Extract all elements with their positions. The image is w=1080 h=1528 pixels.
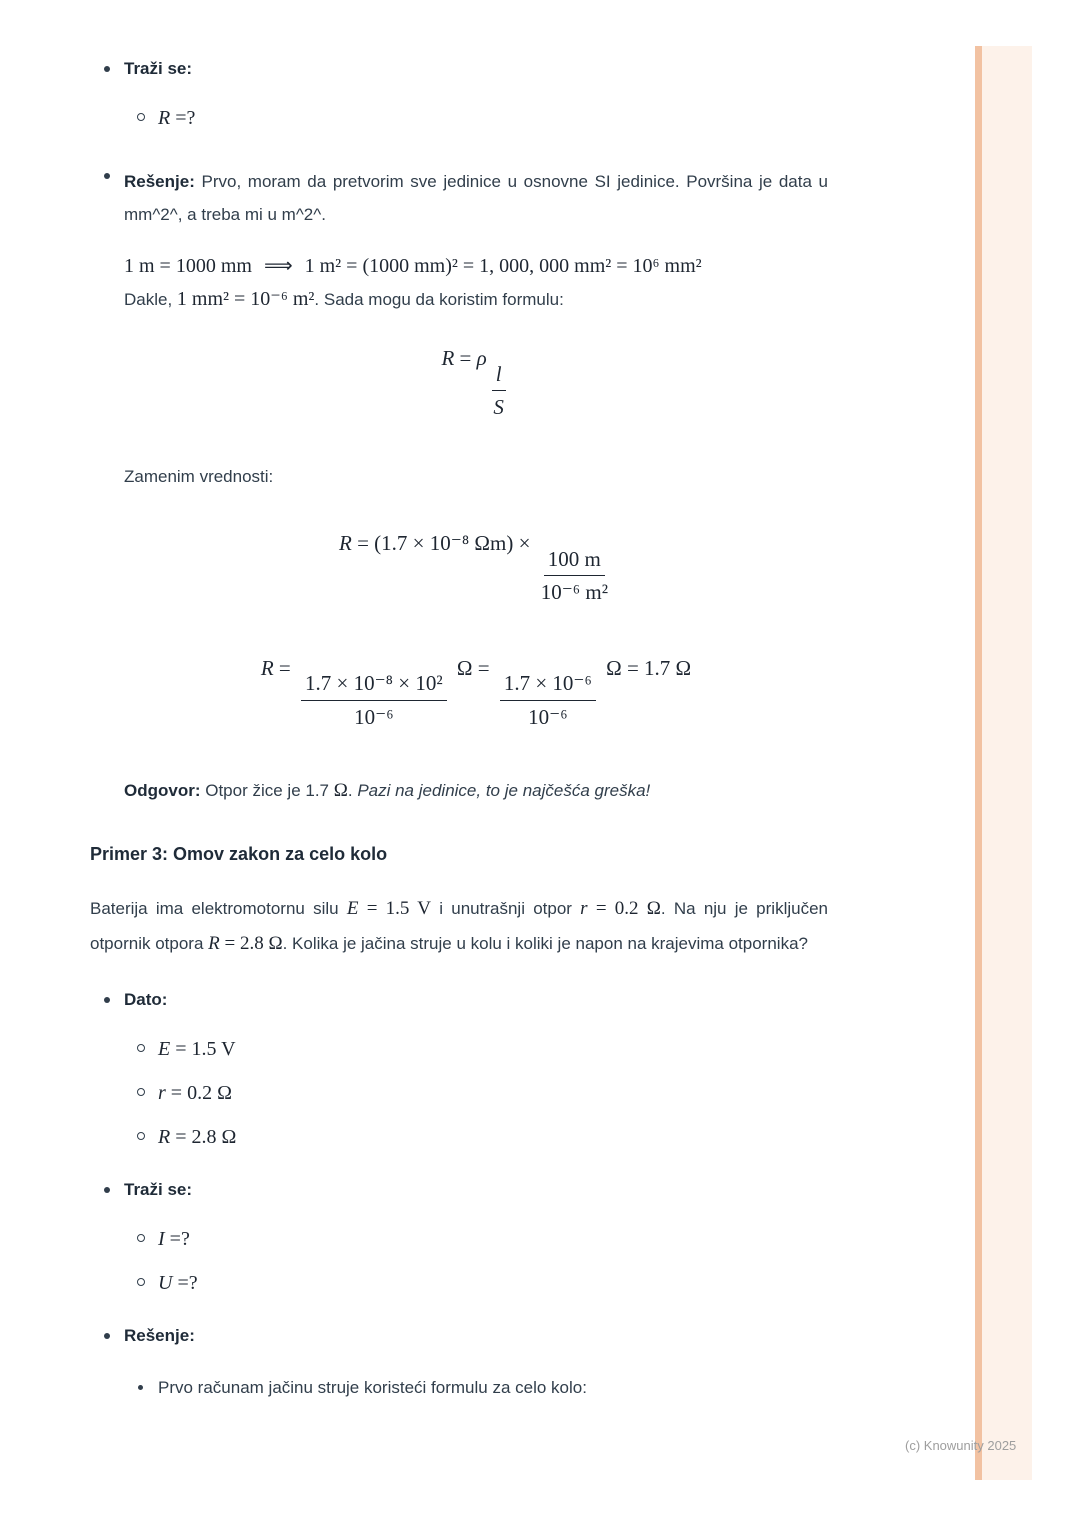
- math-expression: E = 1.5 V: [158, 1037, 236, 1060]
- section-label: Traži se:: [124, 59, 193, 78]
- step-text: Prvo računam jačinu struje koristeći formulu za celo kolo:: [158, 1377, 587, 1397]
- answer-label: Odgovor:: [124, 780, 201, 800]
- math-expression: R = 2.8 Ω: [158, 1125, 237, 1148]
- bullet-icon: [104, 1333, 110, 1339]
- unit-conversion-line: 1 m = 1000 mm ⟹ 1 m² = (1000 mm)² = 1, 000, 000 mm² = 10⁶ mm²: [124, 253, 702, 277]
- calculation-formula: [90, 656, 828, 730]
- circle-bullet-icon: [137, 1278, 145, 1286]
- bullet-icon: [138, 1385, 143, 1390]
- accent-bar-fill: [982, 46, 1032, 1480]
- section-label: Rešenje:: [124, 172, 195, 191]
- fraction: $\frac{\text{1.7 × 10⁻⁸ × 10²}}{\text{10⁻⁶}}$: [301, 670, 447, 730]
- bullet-icon: [104, 173, 110, 179]
- resistance-formula: [90, 346, 828, 420]
- list-item-unknown-u: [90, 1271, 828, 1295]
- math-expression: R =?: [158, 107, 196, 129]
- list-item-given-e: [90, 1037, 828, 1061]
- solution-paragraph: [124, 165, 828, 231]
- math-expression: R = $\frac{\text{1.7 × 10⁻⁸ × 10²}}{\text{10⁻⁶}}$ Ω = $\frac{\text{1.7 × 10⁻⁶}}{\text{10⁻⁶}}$ Ω = 1.7 Ω: [260, 655, 692, 729]
- math-expression: I =?: [158, 1227, 190, 1250]
- list-item-step1: [90, 1377, 828, 1399]
- list-item-trazi-se-2: [90, 1179, 828, 1201]
- zamenim-line: Zamenim vrednosti:: [124, 467, 274, 487]
- fraction: $\frac{\text{1.7 × 10⁻⁶}}{\text{10⁻⁶}}$: [500, 670, 596, 730]
- section-label: Dato:: [124, 989, 168, 1009]
- section-label: Traži se:: [124, 1179, 193, 1199]
- circle-bullet-icon: [137, 1044, 145, 1052]
- math-expression: E = 1.5 V: [346, 897, 432, 919]
- math-expression: R = 2.8 Ω: [208, 932, 283, 954]
- unit-conclusion-line: Dakle, 1 mm² = 10⁻⁶ m². Sada mogu da koristim formulu:: [124, 288, 564, 310]
- list-item-given-r-big: [90, 1125, 828, 1149]
- bullet-icon: [104, 997, 110, 1003]
- bullet-icon: [104, 1187, 110, 1193]
- math-expression: R = (1.7 × 10⁻⁸ Ωm) × $\frac{100 m}{\text{10⁻⁶ m²}}$: [339, 531, 608, 605]
- answer-note: Pazi na jedinice, to je najčešća greška!: [357, 780, 651, 800]
- document-content: [90, 58, 828, 1399]
- list-item-dato: [90, 989, 828, 1011]
- circle-bullet-icon: [137, 1234, 145, 1242]
- list-item-unknown-i: [90, 1227, 828, 1251]
- circle-bullet-icon: [137, 113, 145, 121]
- math-expression: U =?: [158, 1271, 198, 1294]
- implies-arrow-icon: ⟹: [263, 253, 293, 277]
- math-expression: R = ρ $\frac{l}{S}$: [441, 346, 504, 419]
- solution-text: Prvo, moram da pretvorim sve jedinice u osnovne SI jedinice. Površina je data u mm^2^, a treba mi u m^2^.: [124, 172, 828, 224]
- list-item-resenje-2: [90, 1325, 828, 1347]
- bullet-icon: [104, 66, 110, 72]
- circle-bullet-icon: [137, 1132, 145, 1140]
- fraction: $\frac{100 m}{\text{10⁻⁶ m²}}$: [540, 547, 608, 605]
- example-heading: Primer 3: Omov zakon za celo kolo: [90, 843, 388, 864]
- answer-line: Odgovor: Otpor žice je 1.7 Ω. Pazi na jedinice, to je najčešća greška!: [124, 779, 651, 801]
- math-expression: r = 0.2 Ω: [158, 1081, 232, 1104]
- list-item-resenje: [90, 165, 828, 231]
- list-item-r-unknown: [90, 106, 828, 130]
- copyright-text: (c) Knowunity 2025: [905, 1438, 1017, 1453]
- list-item-given-r-small: [90, 1081, 828, 1105]
- substitution-formula: [90, 531, 828, 605]
- list-item-trazi-se: [90, 58, 828, 80]
- fraction: $\frac{l}{S}$: [493, 361, 504, 419]
- section-label: Rešenje:: [124, 1325, 195, 1345]
- math-expression: r = 0.2 Ω: [580, 897, 661, 919]
- circle-bullet-icon: [137, 1088, 145, 1096]
- accent-bar: [975, 46, 982, 1480]
- problem-statement: Baterija ima elektromotornu silu E = 1.5 V i unutrašnji otpor r = 0.2 Ω. Na nju je priključen otpornik otpora R = 2.8 Ω. Kolika je jačina struje u kolu i koliki je napon na krajevima otpornika?: [90, 897, 828, 954]
